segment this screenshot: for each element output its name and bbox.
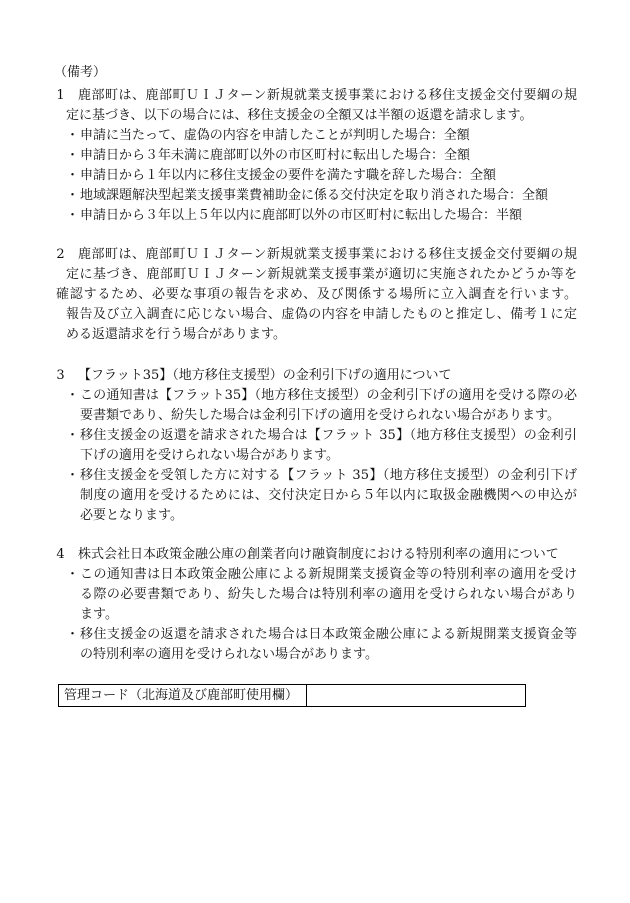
bullet-text-line: ます。 (80, 607, 118, 622)
bullet-text-line: 申請日から３年以上５年以内に鹿部町以外の市区町村に転出した場合：半額 (80, 208, 523, 223)
remark-section-2 (0, 245, 630, 345)
bullet-continuation (0, 506, 630, 526)
bullet-text-line: 下げの適用を受けられない場合があります。 (80, 448, 339, 463)
bullet-continuation (0, 446, 630, 466)
bullet-item (0, 386, 630, 406)
admin-code-table (58, 684, 526, 707)
remark-section-4 (0, 545, 630, 665)
bullet-continuation (0, 406, 630, 426)
bullet-marker: ・ (66, 388, 80, 403)
section-text-line: 確認するため、必要な事項の報告を求め、及び関係する場所に立入調査を行います。 (56, 287, 577, 302)
remarks-heading: （備考） (54, 65, 107, 80)
remark-section-3 (0, 366, 630, 526)
bullet-text-line: 移住支援金の返還を請求された場合は日本政策金融公庫による新規開業支援資金等 (80, 627, 577, 642)
admin-code-value-cell (307, 685, 525, 706)
bullet-text-line: 地域課題解決型起業支援事業費補助金に係る交付決定を取り消された場合：全額 (80, 188, 549, 203)
bullet-marker: ・ (66, 148, 80, 163)
bullet-item (0, 565, 630, 585)
section-line (0, 325, 630, 345)
section-line (0, 86, 630, 106)
bullet-marker: ・ (66, 168, 80, 183)
bullet-marker: ・ (66, 208, 80, 223)
section-line (0, 106, 630, 126)
section-text-line: 鹿部町は、鹿部町ＵＩＪターン新規就業支援事業における移住支援金交付要綱の規 (78, 247, 577, 262)
section-text-line: 定に基づき、鹿部町ＵＩＪターン新規就業支援事業が適切に実施されたかどうか等を (66, 267, 577, 282)
bullet-text-line: 要書類であり、紛失した場合は金利引下げの適用を受けられない場合があります。 (80, 408, 560, 423)
section-line (0, 285, 630, 305)
bullet-marker: ・ (66, 468, 80, 483)
section-text-line: 鹿部町は、鹿部町ＵＩＪターン新規就業支援事業における移住支援金交付要綱の規 (78, 88, 577, 103)
section-line (0, 245, 630, 265)
bullet-text-line: この通知書は【フラット35】（地方移住支援型）の金利引下げの適用を受ける際の必 (80, 388, 577, 403)
bullet-marker: ・ (66, 428, 80, 443)
section-number: 1 (56, 88, 65, 103)
bullet-item (0, 466, 630, 486)
bullet-text-line: る際の必要書類であり、紛失した場合は特別利率の適用を受けられない場合があり (80, 587, 577, 602)
section-text-line: 株式会社日本政策金融公庫の創業者向け融資制度における特別利率の適用について (78, 547, 559, 562)
bullet-continuation (0, 585, 630, 605)
bullet-item (0, 206, 630, 226)
bullet-item (0, 126, 630, 146)
bullet-marker: ・ (66, 188, 80, 203)
section-number: 4 (56, 547, 65, 562)
section-line (0, 545, 630, 565)
bullet-continuation (0, 605, 630, 625)
section-text-line: める返還請求を行う場合があります。 (66, 327, 286, 342)
section-text-line: 【フラット35】（地方移住支援型）の金利引下げの適用について (78, 368, 452, 383)
bullet-text-line: この通知書は日本政策金融公庫による新規開業支援資金等の特別利率の適用を受け (80, 567, 577, 582)
bullet-item (0, 186, 630, 206)
section-number: 3 (56, 368, 65, 383)
section-line (0, 305, 630, 325)
bullet-text-line: 必要となります。 (80, 508, 183, 523)
section-line (0, 265, 630, 285)
bullet-text-line: 申請日から３年未満に鹿部町以外の市区町村に転出した場合：全額 (80, 148, 471, 163)
section-text-line: 定に基づき、以下の場合には、移住支援金の全額又は半額の返還を請求します。 (66, 108, 533, 123)
bullet-item (0, 625, 630, 645)
bullet-text-line: 移住支援金の返還を請求された場合は【フラット 35】（地方移住支援型）の金利引 (80, 428, 577, 443)
bullet-text-line: 申請に当たって、虚偽の内容を申請したことが判明した場合：全額 (80, 128, 470, 143)
bullet-continuation (0, 645, 630, 665)
section-line (0, 366, 630, 386)
bullet-continuation (0, 486, 630, 506)
bullet-text-line: 移住支援金を受領した方に対する【フラット 35】（地方移住支援型）の金利引下げ (80, 468, 577, 483)
bullet-marker: ・ (66, 128, 80, 143)
bullet-text-line: 制度の適用を受けるためには、交付決定日から５年以内に取扱金融機関への申込が (80, 488, 577, 503)
bullet-text-line: 申請日から１年以内に移住支援金の要件を満たす職を辞した場合：全額 (80, 168, 497, 183)
remark-section-1 (0, 86, 630, 226)
section-text-line: 報告及び立入調査に応じない場合、虚偽の内容を申請したものと推定し、備考１に定 (66, 307, 577, 322)
bullet-marker: ・ (66, 567, 80, 582)
section-number: 2 (56, 247, 65, 262)
bullet-item (0, 146, 630, 166)
bullet-item (0, 166, 630, 186)
bullet-text-line: の特別利率の適用を受けられない場合があります。 (80, 647, 378, 662)
bullet-item (0, 426, 630, 446)
bullet-marker: ・ (66, 627, 80, 642)
admin-code-label: 管理コード（北海道及び鹿部町使用欄） (59, 685, 307, 706)
